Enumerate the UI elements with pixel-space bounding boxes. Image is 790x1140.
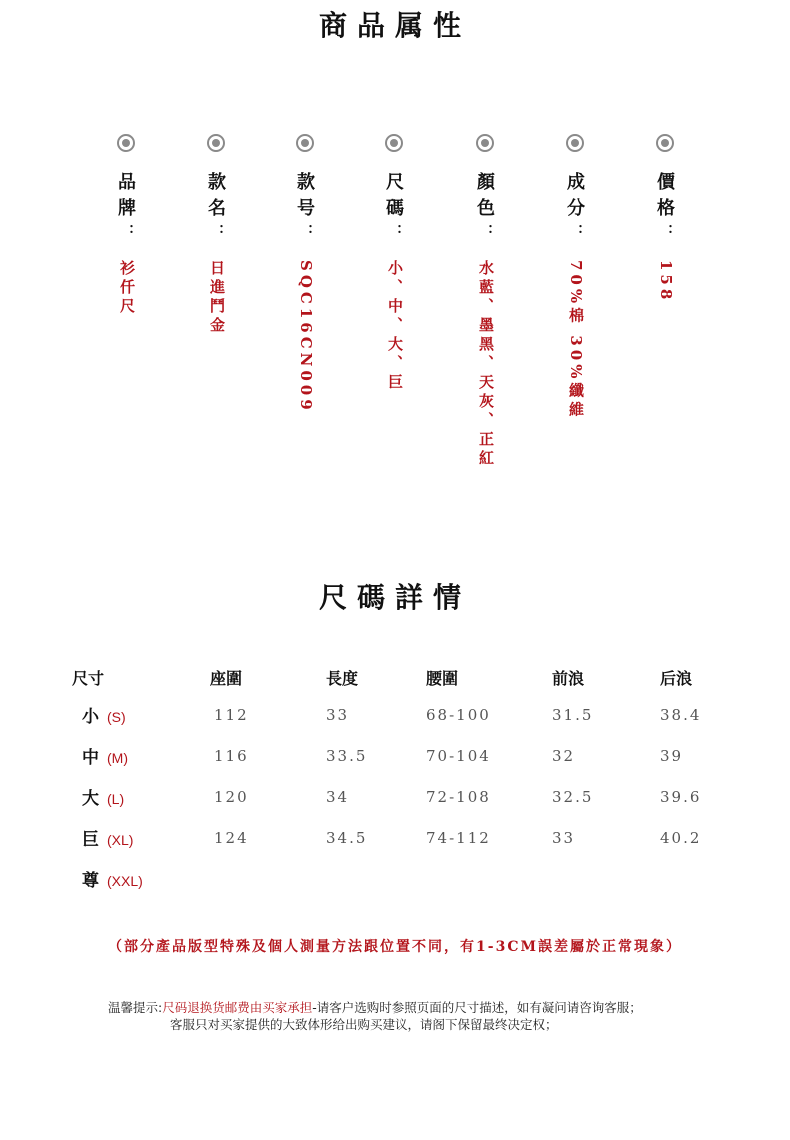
attribute-label [117, 170, 137, 238]
size-name: 尊 [82, 871, 101, 891]
size-label-cell [72, 694, 210, 735]
radio-bullet-icon [207, 134, 225, 152]
table-cell: 72-108 [426, 787, 491, 806]
attribute-label [296, 170, 316, 238]
header-back-rise: 后浪 [660, 668, 693, 688]
table-cell [426, 858, 552, 899]
attribute-item [656, 134, 678, 304]
table-cell [552, 858, 660, 899]
table-cell: 34.5 [326, 828, 368, 847]
tip-highlight: 尺码退换货邮费由买家承担 [162, 1000, 313, 1015]
attribute-label [385, 170, 405, 238]
size-code: (M) [107, 750, 128, 766]
table-cell: 68-100 [426, 705, 491, 724]
attribute-colon: ： [298, 224, 314, 238]
radio-bullet-icon [117, 134, 135, 152]
size-code: (S) [107, 709, 126, 725]
attribute-item [207, 134, 229, 336]
attribute-colon: ： [387, 224, 403, 238]
size-label-cell [72, 735, 210, 776]
attribute-colon: ： [119, 224, 135, 238]
attribute-value: 小、中、大、巨 [386, 260, 404, 393]
table-cell: 34 [326, 787, 350, 806]
attribute-label-text: 顏色 [477, 172, 495, 219]
radio-bullet-icon [296, 134, 314, 152]
table-cell [326, 858, 426, 899]
attribute-value: 158 [657, 260, 675, 304]
table-cell: 32 [552, 746, 576, 765]
table-cell: 33 [326, 705, 350, 724]
table-cell: 112 [214, 705, 249, 724]
attribute-colon: ： [658, 224, 674, 238]
table-cell: 39.6 [660, 787, 702, 806]
table-cell: 70-104 [426, 746, 491, 765]
attribute-value: 水藍、墨黑、天灰、正紅 [477, 260, 495, 469]
table-row [72, 817, 720, 858]
radio-bullet-icon [656, 134, 674, 152]
size-label-cell [72, 858, 210, 899]
attribute-label-text: 價格 [657, 172, 675, 219]
table-cell: 33.5 [326, 746, 368, 765]
attribute-label-text: 尺碼 [386, 172, 404, 219]
attribute-item [385, 134, 407, 393]
table-cell: 32.5 [552, 787, 594, 806]
size-code: (XL) [107, 832, 134, 848]
table-row [72, 776, 720, 817]
radio-bullet-icon [385, 134, 403, 152]
size-name: 小 [82, 707, 101, 727]
section-title-attributes: 商品属性 [318, 9, 471, 42]
attribute-item [476, 134, 498, 469]
table-cell [660, 858, 720, 899]
table-row [72, 735, 720, 776]
attribute-value: 日進鬥金 [208, 260, 226, 336]
table-cell: 120 [214, 787, 249, 806]
attribute-colon: ： [478, 224, 494, 238]
attribute-colon: ： [568, 224, 584, 238]
size-table-header [72, 660, 720, 694]
table-row [72, 858, 720, 899]
radio-bullet-icon [566, 134, 584, 152]
attribute-label [476, 170, 496, 238]
warm-tip [108, 999, 642, 1033]
table-cell [210, 858, 326, 899]
size-name: 巨 [82, 830, 101, 850]
table-row [72, 694, 720, 735]
radio-bullet-icon [476, 134, 494, 152]
attribute-label [656, 170, 676, 238]
tip-line2: 客服只对买家提供的大致体形给出购买建议，请阁下保留最终决定权； [170, 1017, 558, 1032]
attribute-value: SQC16CN009 [297, 260, 315, 414]
attribute-value: 衫仟尺 [118, 260, 136, 317]
tip-prefix: 温馨提示: [108, 1000, 163, 1015]
table-cell: 116 [214, 746, 249, 765]
attribute-item [117, 134, 139, 317]
size-label-cell [72, 817, 210, 858]
table-cell: 38.4 [660, 705, 702, 724]
table-cell: 33 [552, 828, 576, 847]
table-cell: 31.5 [552, 705, 594, 724]
attribute-item [296, 134, 318, 414]
attribute-value: 70%棉 30%纖維 [567, 260, 585, 421]
size-label-cell [72, 776, 210, 817]
attribute-label-text: 成分 [567, 172, 585, 219]
table-cell: 124 [214, 828, 249, 847]
attribute-label [566, 170, 586, 238]
header-length: 長度 [326, 668, 359, 688]
table-cell: 40.2 [660, 828, 702, 847]
attribute-label-text: 款号 [297, 172, 315, 219]
size-code: (L) [107, 791, 125, 807]
size-code: (XXL) [107, 873, 143, 889]
size-name: 大 [82, 789, 101, 809]
attribute-label [207, 170, 227, 238]
header-seat: 座圍 [210, 668, 243, 688]
measurement-note: （部分產品版型特殊及個人測量方法跟位置不同，有1-3CM誤差屬於正常現象） [108, 939, 682, 955]
tip-rest: -请客户选购时参照页面的尺寸描述，如有凝问请咨询客服； [312, 1000, 642, 1015]
section-title-size-details: 尺碼詳情 [318, 581, 471, 614]
size-table [72, 660, 720, 899]
attribute-item [566, 134, 588, 421]
table-cell: 74-112 [426, 828, 491, 847]
attribute-colon: ： [209, 224, 225, 238]
header-front-rise: 前浪 [552, 668, 585, 688]
size-name: 中 [82, 748, 101, 768]
attribute-label-text: 款名 [208, 172, 226, 219]
table-cell: 39 [660, 746, 684, 765]
attribute-label-text: 品牌 [118, 172, 136, 219]
header-size: 尺寸 [72, 668, 105, 688]
header-waist: 腰圍 [426, 668, 459, 688]
